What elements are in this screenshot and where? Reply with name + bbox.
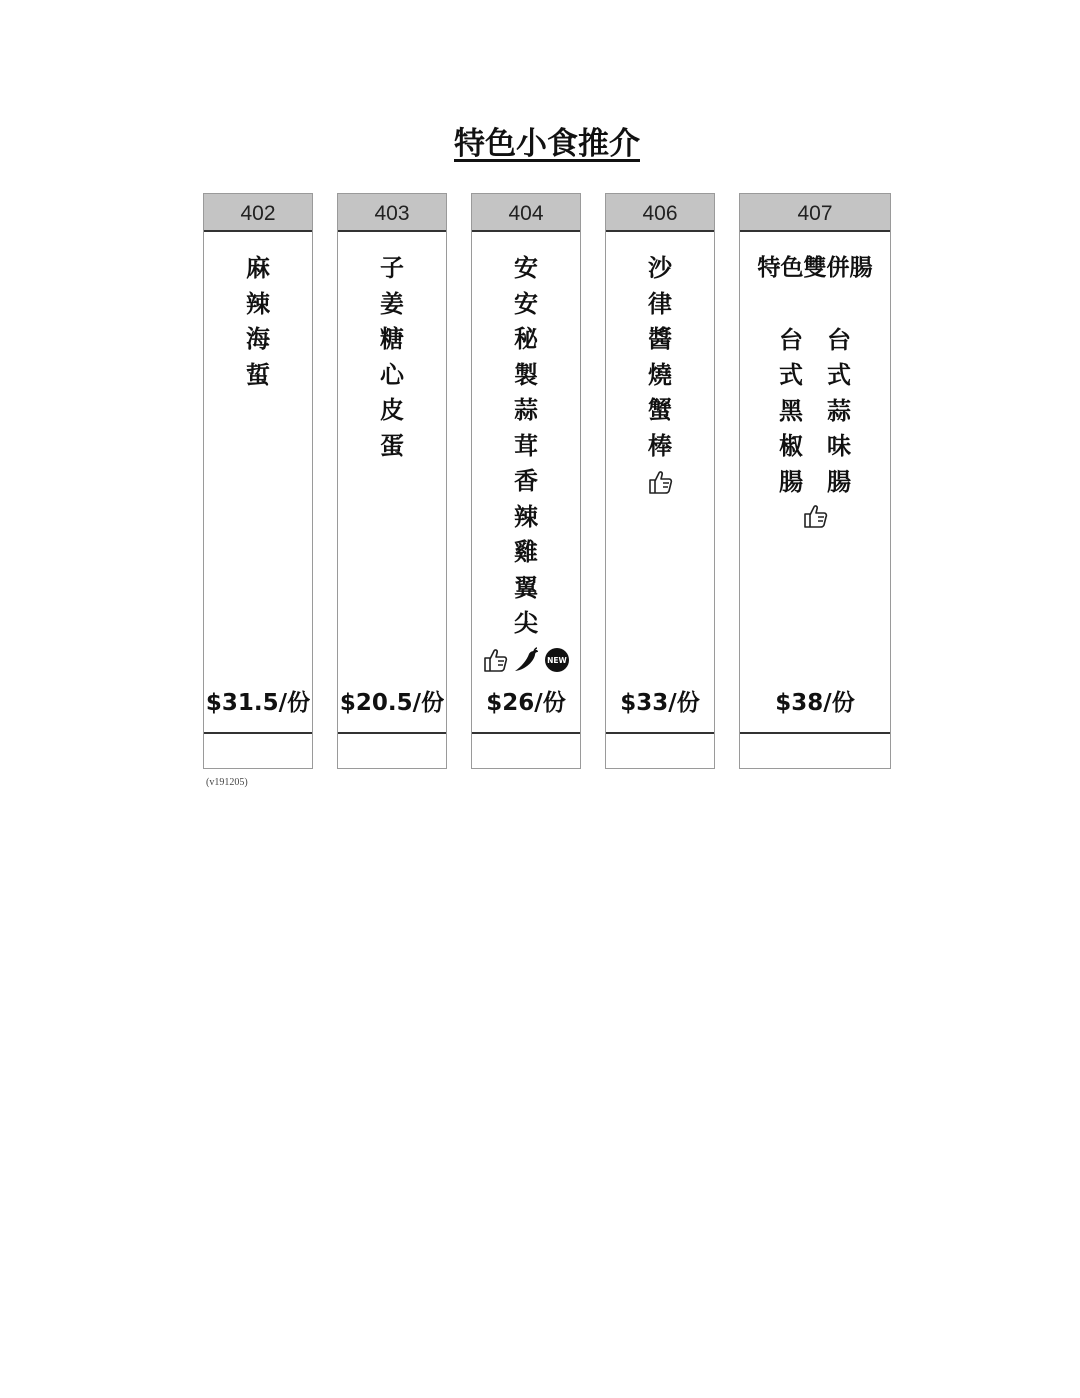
variant-black-pepper — [779, 323, 803, 501]
item-icons — [740, 500, 890, 532]
name-char: 子 — [380, 254, 404, 282]
name-char: 蛋 — [380, 431, 404, 460]
divider — [606, 732, 714, 734]
name-char: 辣 — [514, 502, 538, 531]
name-char: 皮 — [380, 396, 404, 424]
name-char: 翼 — [514, 573, 538, 602]
name-char: 安 — [514, 254, 538, 282]
name-char: 椒 — [779, 432, 803, 460]
item-code: 402 — [204, 194, 312, 232]
menu-item-404 — [471, 193, 581, 769]
name-char: 燒 — [648, 360, 672, 389]
new-badge-icon — [544, 647, 570, 673]
divider — [204, 732, 312, 734]
item-icons — [472, 644, 580, 676]
name-char: 姜 — [380, 289, 404, 318]
item-name — [204, 251, 312, 393]
page-title: 特色小食推介 — [454, 126, 640, 162]
menu-item-406 — [605, 193, 715, 769]
name-char: 海 — [246, 325, 270, 353]
name-char: 製 — [514, 360, 538, 389]
name-char: 雞 — [514, 538, 538, 566]
name-char: 腸 — [779, 467, 803, 496]
name-char: 台 — [827, 325, 851, 354]
name-char: 尖 — [514, 609, 538, 637]
new-badge-text: NEW — [547, 655, 567, 665]
name-char: 黑 — [779, 396, 803, 425]
item-name-title: 特色雙併腸 — [757, 255, 873, 281]
name-char: 辣 — [246, 289, 270, 318]
divider — [472, 732, 580, 734]
menu-item-402 — [203, 193, 313, 769]
item-code: 407 — [740, 194, 890, 232]
item-name — [740, 251, 890, 532]
item-code: 403 — [338, 194, 446, 232]
name-char: 味 — [827, 432, 851, 460]
name-char: 律 — [648, 289, 672, 318]
sausage-variants — [740, 323, 890, 501]
name-char: 蜇 — [246, 360, 270, 389]
name-char: 茸 — [514, 431, 538, 460]
name-char: 沙 — [648, 254, 672, 282]
version-label: (v191205) — [206, 777, 248, 788]
name-char: 蒜 — [827, 396, 851, 425]
item-name — [472, 251, 580, 676]
thumbs-up-icon — [802, 503, 828, 529]
name-char: 蒜 — [514, 396, 538, 424]
thumbs-up-icon — [647, 469, 673, 495]
item-code: 404 — [472, 194, 580, 232]
item-price: $20.5/份 — [339, 690, 445, 716]
item-price: $38/份 — [775, 690, 855, 716]
chili-icon — [512, 647, 540, 673]
name-char: 式 — [779, 361, 803, 389]
item-name — [338, 251, 446, 464]
name-char: 安 — [514, 289, 538, 318]
menu-item-403 — [337, 193, 447, 769]
name-char: 棒 — [648, 431, 672, 460]
item-price: $31.5/份 — [205, 690, 311, 716]
name-char: 秘 — [514, 325, 538, 353]
name-char: 式 — [827, 361, 851, 389]
variant-garlic — [827, 323, 851, 501]
name-char: 麻 — [246, 254, 270, 282]
name-char: 腸 — [827, 467, 851, 496]
name-char: 心 — [380, 360, 404, 389]
name-char: 蟹 — [648, 396, 672, 424]
item-price: $26/份 — [486, 690, 566, 716]
menu-item-407 — [739, 193, 891, 769]
item-code: 406 — [606, 194, 714, 232]
name-char: 台 — [779, 325, 803, 354]
thumbs-up-icon — [482, 647, 508, 673]
name-char: 醬 — [648, 325, 672, 353]
item-name — [606, 251, 714, 498]
item-icons — [606, 466, 714, 498]
divider — [338, 732, 446, 734]
divider — [740, 732, 890, 734]
name-char: 糖 — [380, 325, 404, 353]
name-char: 香 — [514, 467, 538, 495]
item-price: $33/份 — [620, 690, 700, 716]
